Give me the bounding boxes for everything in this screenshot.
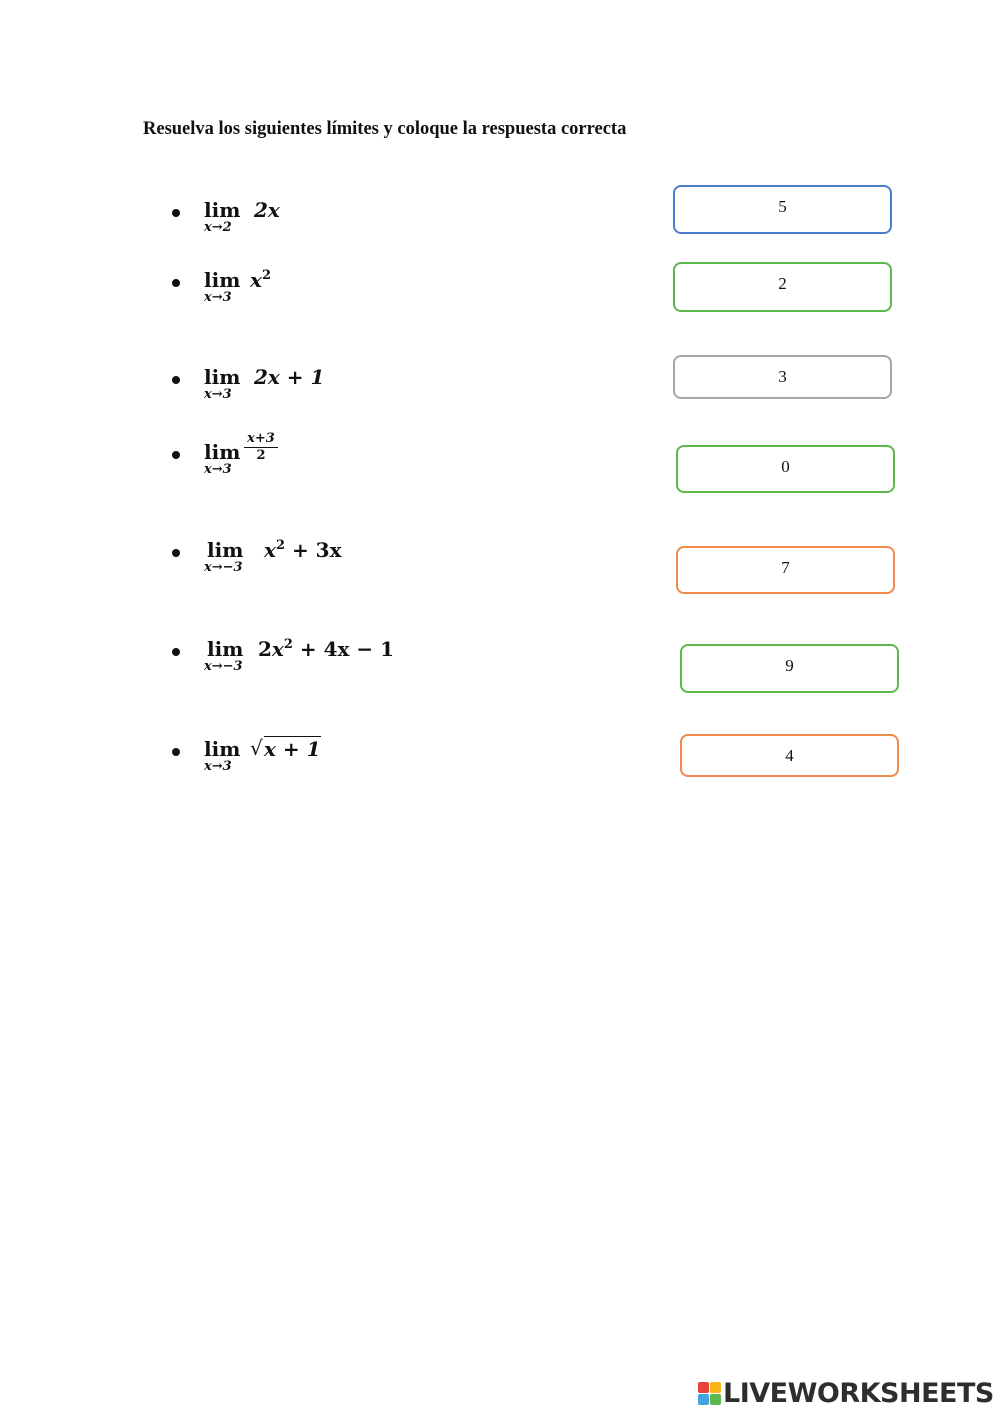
expression-exponent: 2 — [261, 268, 271, 283]
limit-expression — [250, 269, 271, 291]
limit-operator — [204, 366, 254, 402]
answer-box-5[interactable] — [676, 546, 895, 594]
limit-expression — [254, 366, 324, 388]
lim-word: lim — [204, 198, 241, 222]
limit-approach: x→3 — [204, 462, 232, 477]
limit-operator — [204, 539, 254, 575]
bullet-icon — [172, 648, 180, 656]
expression-rest: + 4x − 1 — [292, 637, 395, 661]
bullet-icon — [172, 279, 180, 287]
answer-value: 4 — [785, 746, 794, 765]
answer-box-3[interactable] — [673, 355, 892, 399]
answer-value: 0 — [781, 457, 790, 476]
lim-word: lim — [204, 440, 241, 464]
bullet-icon — [172, 549, 180, 557]
answer-value: 5 — [778, 197, 787, 216]
expression-base: x — [250, 268, 262, 292]
answer-box-1[interactable] — [673, 185, 892, 234]
expression-coefficient: 2 — [258, 637, 272, 661]
limit-operator — [204, 738, 254, 774]
lim-word: lim — [204, 737, 241, 761]
limit-operator — [204, 269, 254, 305]
bullet-icon — [172, 209, 180, 217]
liveworksheets-tiles-icon — [698, 1382, 720, 1404]
bullet-icon — [172, 376, 180, 384]
fraction-numerator: x+3 — [244, 431, 278, 448]
page-title: Resuelva los siguientes límites y coloque la respuesta correcta — [143, 119, 627, 139]
expression-rest: + 3x — [284, 538, 342, 562]
answer-value: 3 — [778, 367, 787, 386]
answer-value: 2 — [778, 274, 787, 293]
limit-approach: x→3 — [204, 290, 232, 305]
limit-expression — [264, 539, 342, 561]
expression-text: 2x + 1 — [254, 365, 325, 389]
limit-approach: x→−3 — [204, 560, 243, 575]
radicand — [264, 736, 321, 759]
answer-box-6[interactable] — [680, 644, 899, 693]
lim-word: lim — [207, 538, 244, 562]
expression-base: x — [271, 637, 284, 661]
limit-operator — [204, 199, 254, 235]
lim-word: lim — [207, 637, 244, 661]
liveworksheets-logo — [698, 1377, 994, 1409]
radical-sign-icon: √ — [250, 736, 263, 760]
fraction — [244, 431, 278, 464]
expression-base: x — [264, 538, 276, 562]
radicand-text: x + 1 — [264, 737, 321, 761]
expression-exponent: 2 — [283, 637, 293, 652]
fraction-denominator: 2 — [256, 448, 266, 463]
bullet-icon — [172, 451, 180, 459]
expression-exponent: 2 — [275, 538, 285, 553]
lim-word: lim — [204, 268, 241, 292]
limit-approach: x→3 — [204, 759, 232, 774]
limit-expression — [258, 638, 394, 660]
limit-expression — [254, 199, 280, 221]
answer-box-2[interactable] — [673, 262, 892, 312]
limit-approach: x→3 — [204, 387, 232, 402]
lim-word: lim — [204, 365, 241, 389]
limit-operator — [204, 638, 254, 674]
bullet-icon — [172, 748, 180, 756]
answer-box-4[interactable] — [676, 445, 895, 493]
limit-approach: x→−3 — [204, 659, 243, 674]
limit-approach: x→2 — [204, 220, 232, 235]
logo-wordmark: LIVEWORKSHEETS — [723, 1377, 994, 1409]
expression-text: 2x — [254, 198, 280, 222]
answer-box-7[interactable] — [680, 734, 899, 777]
answer-value: 9 — [785, 656, 794, 675]
answer-value: 7 — [781, 558, 790, 577]
